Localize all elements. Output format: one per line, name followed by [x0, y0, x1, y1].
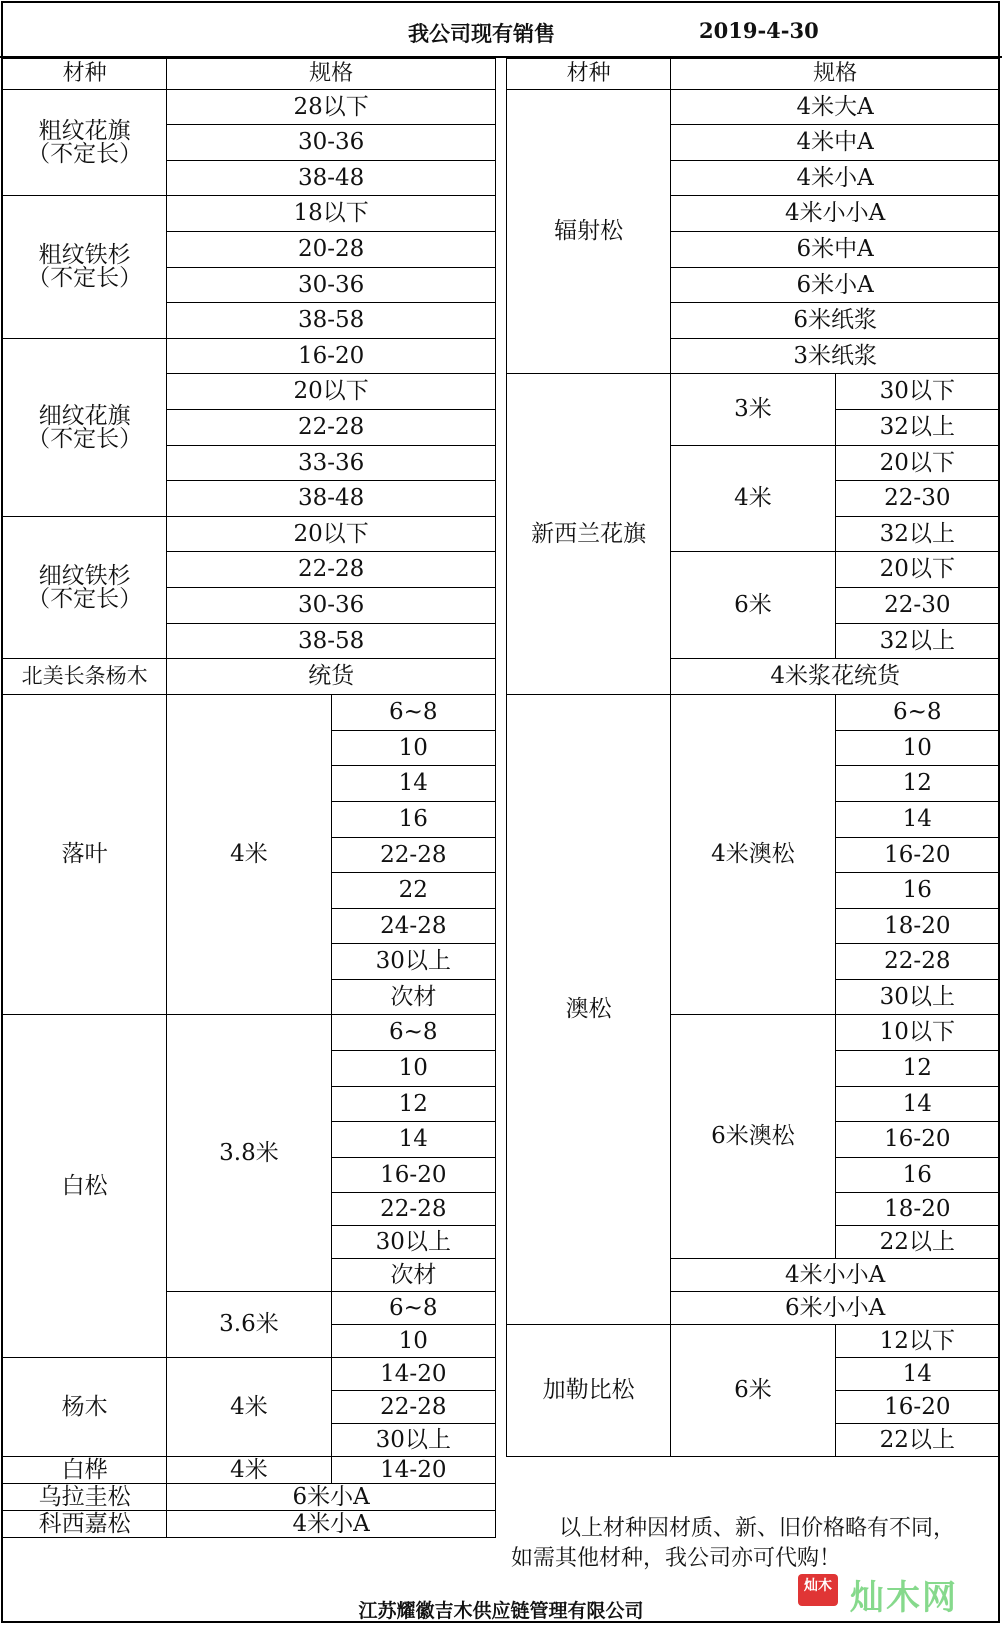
material-xihuaqi [3, 339, 167, 517]
material-note: （不定长） [27, 265, 143, 291]
material-cutieshan [3, 196, 167, 339]
spec-cell: 4米大A [671, 90, 1000, 125]
material-name: 粗纹铁杉 [38, 242, 131, 268]
spec-cell: 30-36 [167, 125, 496, 161]
material-kexijia: 科西嘉松 [3, 1511, 167, 1538]
material-name: 细纹铁杉 [38, 562, 131, 589]
spec-cell: 22 [331, 873, 495, 909]
watermark-logo [798, 1570, 988, 1618]
spec-cell: 20以下 [835, 552, 999, 588]
spec-cell: 18-20 [835, 909, 999, 944]
spec-cell: 14-20 [331, 1358, 495, 1391]
spec-cell: 10 [835, 731, 999, 766]
spec-cell: 10 [331, 731, 495, 766]
spec-cell: 4米浆花统货 [671, 659, 1000, 695]
length-cell: 6米 [671, 1325, 835, 1457]
spec-cell: 16-20 [167, 339, 496, 374]
spec-cell: 20以下 [167, 517, 496, 552]
watermark-text: 灿木网 [850, 1578, 958, 1618]
spec-cell: 30以上 [331, 1424, 495, 1457]
header-material: 材种 [507, 59, 671, 90]
length-cell: 4米 [671, 446, 835, 552]
spec-cell: 16 [835, 1158, 999, 1193]
spec-cell: 30以下 [835, 374, 999, 410]
spec-cell: 22-28 [331, 1193, 495, 1226]
spec-cell: 38-48 [167, 481, 496, 517]
spec-cell: 30以上 [331, 944, 495, 980]
material-baisong: 白松 [3, 1015, 167, 1358]
spec-cell: 30-36 [167, 588, 496, 624]
material-note: （不定长） [27, 140, 143, 167]
spec-cell: 22-28 [331, 838, 495, 873]
spec-cell: 22-30 [835, 588, 999, 624]
material-fushe: 辐射松 [507, 90, 671, 374]
spec-cell: 16-20 [835, 1391, 999, 1424]
spec-cell: 33-36 [167, 446, 496, 481]
left-table [2, 58, 496, 1538]
spec-cell: 18以下 [167, 196, 496, 232]
length-cell: 6米 [671, 552, 835, 659]
material-beimei: 北美长条杨木 [3, 659, 167, 695]
spec-cell: 6米小A [167, 1484, 496, 1511]
spec-cell: 4米小A [167, 1511, 496, 1538]
header-spec: 规格 [167, 59, 496, 90]
length-cell: 3.6米 [167, 1292, 331, 1358]
material-luoye: 落叶 [3, 695, 167, 1015]
spec-cell: 12 [331, 1087, 495, 1122]
spec-cell: 20-28 [167, 232, 496, 268]
spec-cell: 38-58 [167, 624, 496, 659]
length-cell: 4米 [167, 695, 331, 1015]
material-wulagui: 乌拉圭松 [3, 1484, 167, 1511]
material-aosong: 澳松 [507, 695, 671, 1325]
spec-cell: 20以下 [835, 446, 999, 481]
spec-cell: 10 [331, 1051, 495, 1087]
material-name: 粗纹花旗 [38, 117, 131, 144]
material-jialebi: 加勒比松 [507, 1325, 671, 1457]
material-note: （不定长） [27, 425, 143, 452]
spec-cell: 16-20 [331, 1158, 495, 1193]
spec-cell: 6~8 [331, 1292, 495, 1325]
spec-cell: 22-28 [167, 552, 496, 588]
header-material: 材种 [3, 59, 167, 90]
spec-cell: 12 [835, 766, 999, 802]
length-cell: 3米 [671, 374, 835, 446]
length-cell: 4米 [167, 1457, 331, 1484]
spec-cell: 14 [331, 766, 495, 802]
length-cell: 4米 [167, 1358, 331, 1457]
watermark-sub: Anywood.com [802, 1610, 848, 1617]
spec-cell: 22-28 [167, 410, 496, 446]
spec-cell: 32以上 [835, 517, 999, 552]
length-cell: 3.8米 [167, 1015, 331, 1292]
length-cell: 4米澳松 [671, 695, 835, 1015]
spec-cell: 14 [331, 1122, 495, 1158]
watermark-badge [798, 1574, 848, 1617]
spec-cell: 次材 [331, 980, 495, 1015]
watermark-badge-text: 灿木 [804, 1578, 832, 1594]
spec-cell: 38-48 [167, 161, 496, 196]
material-cuhuaqi [3, 90, 167, 196]
title-row [0, 0, 1002, 58]
spec-cell: 16-20 [835, 1122, 999, 1158]
spec-cell: 6米纸浆 [671, 303, 1000, 339]
spec-cell: 32以上 [835, 410, 999, 446]
spec-cell: 6~8 [331, 695, 495, 731]
spec-cell: 30以上 [835, 980, 999, 1015]
material-baihua: 白桦 [3, 1457, 167, 1484]
spec-cell: 28以下 [167, 90, 496, 125]
spec-cell: 6米小A [671, 268, 1000, 303]
spec-cell: 6~8 [331, 1015, 495, 1051]
material-yangmu: 杨木 [3, 1358, 167, 1457]
spec-cell: 30-36 [167, 268, 496, 303]
sheet-title: 我公司现有销售 [408, 21, 555, 46]
spec-cell: 24-28 [331, 909, 495, 944]
material-name: 细纹花旗 [38, 402, 131, 429]
header-spec: 规格 [671, 59, 1000, 90]
spec-cell: 14 [835, 1087, 999, 1122]
spec-cell: 16 [835, 873, 999, 909]
spec-cell: 14-20 [331, 1457, 495, 1484]
spec-cell: 38-58 [167, 303, 496, 339]
spec-cell: 次材 [331, 1259, 495, 1292]
spec-cell: 22-30 [835, 481, 999, 517]
spec-cell: 4米小A [671, 161, 1000, 196]
right-table [506, 58, 1000, 1457]
spec-cell: 18-20 [835, 1193, 999, 1226]
material-xinxilan: 新西兰花旗 [507, 374, 671, 695]
material-note: （不定长） [27, 585, 143, 612]
spec-cell: 12 [835, 1051, 999, 1087]
material-xitieshan [3, 517, 167, 659]
length-cell: 6米澳松 [671, 1015, 835, 1259]
spec-cell: 16 [331, 802, 495, 838]
spec-cell: 22以上 [835, 1226, 999, 1259]
spec-cell: 6~8 [835, 695, 999, 731]
note-line-1: 以上材种因材质、新、旧价格略有不同， [559, 1516, 956, 1541]
spec-cell: 10以下 [835, 1015, 999, 1051]
spec-cell: 4米小小A [671, 196, 1000, 232]
spec-cell: 14 [835, 802, 999, 838]
spec-cell: 统货 [167, 659, 496, 695]
spec-cell: 22-28 [835, 944, 999, 980]
spec-cell: 3米纸浆 [671, 339, 1000, 374]
spec-cell: 22以上 [835, 1424, 999, 1457]
spec-cell: 22-28 [331, 1391, 495, 1424]
spec-cell: 16-20 [835, 838, 999, 873]
spec-cell: 4米中A [671, 125, 1000, 161]
spec-cell: 14 [835, 1358, 999, 1391]
spec-cell: 10 [331, 1325, 495, 1358]
spec-cell: 30以上 [331, 1226, 495, 1259]
spec-cell: 12以下 [835, 1325, 999, 1358]
sheet-date: 2019-4-30 [699, 18, 819, 43]
spec-cell: 20以下 [167, 374, 496, 410]
spec-cell: 32以上 [835, 624, 999, 659]
company-footer: 江苏耀徽吉木供应链管理有限公司 [358, 1600, 644, 1622]
spec-cell: 4米小小A [671, 1259, 1000, 1292]
note-line-2: 如需其他材种，我公司亦可代购！ [511, 1546, 842, 1571]
spec-cell: 6米小小A [671, 1292, 1000, 1325]
spec-cell: 6米中A [671, 232, 1000, 268]
